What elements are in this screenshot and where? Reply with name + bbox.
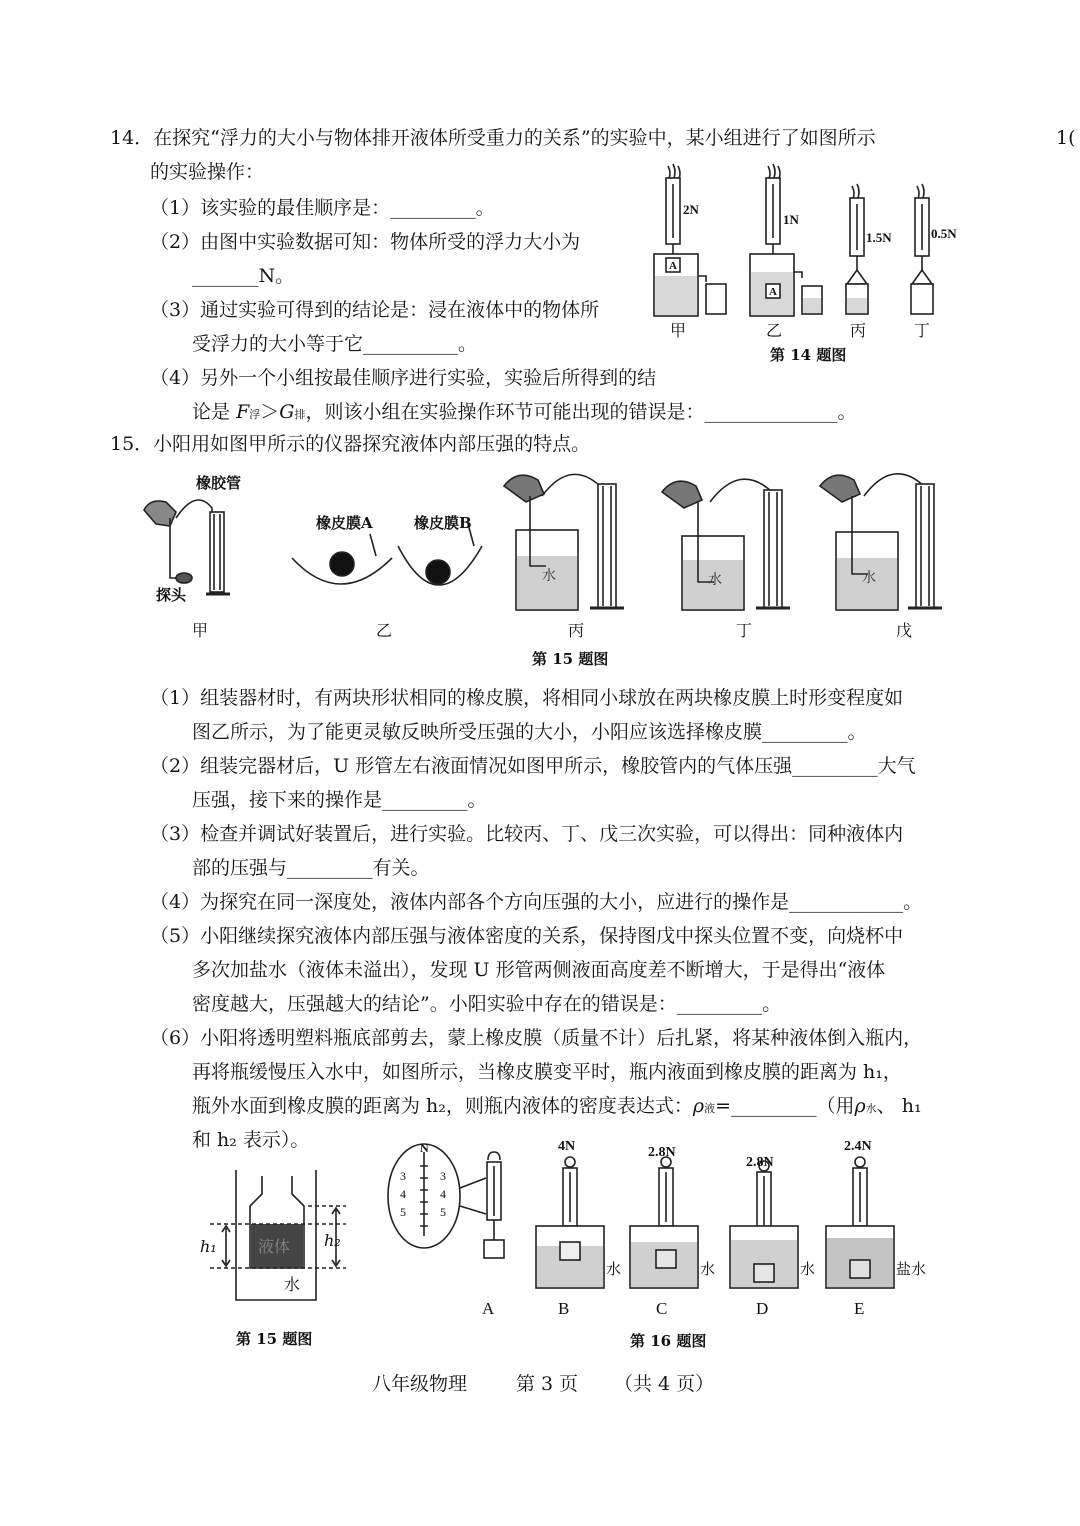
q16-fig-b bbox=[536, 1157, 604, 1288]
q14-label-bing: 丙 bbox=[850, 321, 867, 340]
q16-label-d: D bbox=[756, 1299, 769, 1318]
q16-label-e: E bbox=[854, 1299, 865, 1318]
q16-reading-d: 2.8N bbox=[746, 1155, 774, 1170]
q14-reading-bing: 1.5N bbox=[866, 230, 892, 245]
q16-fig-c bbox=[630, 1157, 698, 1288]
q14-label-ding: 丁 bbox=[914, 321, 931, 340]
q16-scale-5-right: 5 bbox=[440, 1205, 446, 1219]
q15-bottle-figure bbox=[196, 1166, 366, 1356]
q15-fig-yi bbox=[292, 524, 482, 585]
q14-force-G: G bbox=[279, 401, 295, 423]
q15-membrane-b: 橡皮膜B bbox=[414, 514, 472, 532]
q15-rho-liquid: ρ bbox=[692, 1095, 705, 1117]
q14-fig-yi bbox=[750, 164, 822, 316]
q15-label-ding: 丁 bbox=[736, 621, 753, 640]
q15-part5-line1: （5）小阳继续探究液体内部压强与液体密度的关系，保持图戊中探头位置不变，向烧杯中 bbox=[150, 925, 904, 947]
q15-fig-wu bbox=[820, 474, 942, 610]
q14-force-F: F bbox=[236, 401, 250, 423]
q15-rho-liquid-sub: 液 bbox=[704, 1102, 716, 1115]
q15-figure bbox=[130, 462, 980, 672]
q15-part5-line3: 密度越大，压强越大的结论”。小阳实验中存在的错误是：_________。 bbox=[192, 993, 782, 1015]
bottle-caption: 第 15 题图 bbox=[236, 1330, 313, 1348]
q14-label-jia: 甲 bbox=[670, 321, 687, 340]
page-edge-mark: 1( bbox=[1056, 127, 1076, 149]
bottle-h1: h₁ bbox=[200, 1237, 217, 1256]
q16-reading-b: 4N bbox=[558, 1139, 576, 1154]
q16-scale-3-right: 3 bbox=[440, 1169, 446, 1183]
bottle-water: 水 bbox=[284, 1275, 301, 1294]
q14-reading-jia: 2N bbox=[683, 202, 699, 217]
q14-part2-line2: _______N。 bbox=[192, 265, 295, 287]
q15-part6-line1: （6）小阳将透明塑料瓶底部剪去，蒙上橡皮膜（质量不计）后扎紧，将某种液体倒入瓶内， bbox=[150, 1027, 923, 1049]
bottle-liquid: 液体 bbox=[258, 1237, 291, 1256]
q15-water-bing: 水 bbox=[542, 568, 556, 584]
q14-part4-text-b: ，则该小组在实验操作环节可能出现的错误是：______________。 bbox=[305, 401, 857, 423]
q15-part3-line2: 部的压强与_________有关。 bbox=[192, 857, 430, 879]
q14-stem-line1: 14．在探究“浮力的大小与物体排开液体所受重力的关系”的实验中，某小组进行了如图所示 bbox=[110, 127, 876, 149]
q14-fig-jia bbox=[654, 164, 726, 316]
q16-scale-4-left: 4 bbox=[400, 1187, 406, 1201]
q15-part6-line3 bbox=[192, 1094, 922, 1121]
q14-label-yi: 乙 bbox=[766, 321, 783, 340]
q14-part2-line1: （2）由图中实验数据可知：物体所受的浮力大小为 bbox=[150, 231, 581, 253]
q15-fig-jia bbox=[144, 500, 230, 594]
q15-part6-line2: 再将瓶缓慢压入水中，如图所示，当橡皮膜变平时，瓶内液面到橡皮膜的距离为 h₁， bbox=[192, 1061, 902, 1083]
q14-force-G-sub: 排 bbox=[294, 408, 306, 421]
q14-part3-line1: （3）通过实验可得到的结论是：浸在液体中的物体所 bbox=[150, 299, 600, 321]
q16-label-b: B bbox=[558, 1299, 570, 1318]
q15-water-wu: 水 bbox=[862, 570, 876, 586]
q15-part6-text-a: 瓶外水面到橡皮膜的距离为 h₂，则瓶内液体的密度表达式： bbox=[192, 1095, 693, 1117]
q16-fig-e bbox=[826, 1157, 894, 1288]
q14-figure bbox=[640, 158, 970, 368]
q15-part6-line4: 和 h₂ 表示）。 bbox=[192, 1129, 310, 1151]
q15-part6-text-c: 、 h₁ bbox=[876, 1095, 922, 1117]
q15-probe-label: 探头 bbox=[156, 586, 187, 604]
footer-total: （共 4 页） bbox=[614, 1373, 715, 1395]
q16-reading-c: 2.8N bbox=[648, 1145, 676, 1160]
q15-label-jia: 甲 bbox=[192, 621, 209, 640]
q14-reading-ding: 0.5N bbox=[931, 226, 957, 241]
q15-part6-text-b: =_________（用 bbox=[715, 1095, 855, 1117]
q14-block-label-yi: A bbox=[769, 286, 777, 298]
q15-part2-line2: 压强，接下来的操作是_________。 bbox=[192, 789, 487, 811]
q15-label-yi: 乙 bbox=[376, 621, 393, 640]
q15-part1-line2: 图乙所示，为了能更灵敏反映所受压强的大小，小阳应该选择橡皮膜_________。 bbox=[192, 721, 867, 743]
q15-membrane-a: 橡皮膜A bbox=[316, 514, 373, 532]
q14-fig-ding bbox=[911, 184, 933, 314]
q14-caption: 第 14 题图 bbox=[770, 346, 847, 364]
q15-rho-water: ρ bbox=[854, 1095, 866, 1117]
q16-liquid-c: 水 bbox=[700, 1260, 716, 1278]
q14-reading-yi: 1N bbox=[783, 212, 799, 227]
q14-part4-line2 bbox=[192, 400, 856, 427]
q15-stem: 15．小阳用如图甲所示的仪器探究液体内部压强的特点。 bbox=[110, 433, 591, 455]
q16-scale-4-right: 4 bbox=[440, 1187, 446, 1201]
q15-part3-line1: （3）检查并调试好装置后，进行实验。比较丙、丁、戊三次实验，可以得出：同种液体内 bbox=[150, 823, 904, 845]
q16-liquid-e: 盐水 bbox=[896, 1260, 927, 1278]
q15-part4: （4）为探究在同一深度处，液体内部各个方向压强的大小，应进行的操作是____________。 bbox=[150, 891, 923, 913]
q14-part3-line2: 受浮力的大小等于它__________。 bbox=[192, 333, 478, 355]
q14-stem-line2: 的实验操作： bbox=[150, 161, 265, 183]
q15-fig-bing bbox=[504, 474, 624, 610]
q14-gt-sign: ＞ bbox=[260, 401, 280, 423]
q14-part4-line1: （4）另外一个小组按最佳顺序进行实验，实验后所得到的结 bbox=[150, 367, 657, 389]
q14-block-label-jia: A bbox=[669, 260, 677, 272]
q16-reading-e: 2.4N bbox=[844, 1139, 872, 1154]
q15-label-bing: 丙 bbox=[568, 621, 585, 640]
footer-subject: 八年级物理 bbox=[372, 1373, 468, 1395]
q16-scale-top: N bbox=[420, 1141, 429, 1155]
q16-figure bbox=[384, 1132, 944, 1356]
q15-water-ding: 水 bbox=[708, 572, 722, 588]
q16-scale-3-left: 3 bbox=[400, 1169, 406, 1183]
q15-fig-ding bbox=[662, 479, 790, 610]
q15-caption: 第 15 题图 bbox=[532, 650, 609, 668]
q15-part5-line2: 多次加盐水（液体未溢出），发现 U 形管两侧液面高度差不断增大，于是得出“液体 bbox=[192, 959, 886, 981]
q16-label-c: C bbox=[656, 1299, 668, 1318]
q16-caption: 第 16 题图 bbox=[630, 1332, 707, 1350]
q16-liquid-d: 水 bbox=[800, 1260, 816, 1278]
q15-tube-label: 橡胶管 bbox=[196, 474, 242, 492]
q15-rho-water-sub: 水 bbox=[865, 1102, 877, 1115]
q15-label-wu: 戊 bbox=[896, 621, 913, 640]
q15-part1-line1: （1）组装器材时，有两块形状相同的橡皮膜，将相同小球放在两块橡皮膜上时形变程度如 bbox=[150, 687, 904, 709]
q15-part2-line1: （2）组装完器材后，U 形管左右液面情况如图甲所示，橡胶管内的气体压强_________大气 bbox=[150, 755, 916, 777]
footer-page: 第 3 页 bbox=[516, 1373, 579, 1395]
q14-part1: （1）该实验的最佳顺序是：_________。 bbox=[150, 197, 495, 219]
q14-part4-text-a: 论是 bbox=[192, 401, 231, 423]
bottle-h2: h₂ bbox=[324, 1231, 341, 1250]
q16-label-a: A bbox=[482, 1299, 495, 1318]
q14-fig-bing bbox=[846, 184, 868, 314]
q16-fig-d bbox=[730, 1161, 798, 1288]
q16-liquid-b: 水 bbox=[606, 1260, 622, 1278]
q14-force-F-sub: 浮 bbox=[249, 408, 261, 421]
q16-scale-5-left: 5 bbox=[400, 1205, 406, 1219]
q16-fig-a bbox=[484, 1152, 504, 1258]
